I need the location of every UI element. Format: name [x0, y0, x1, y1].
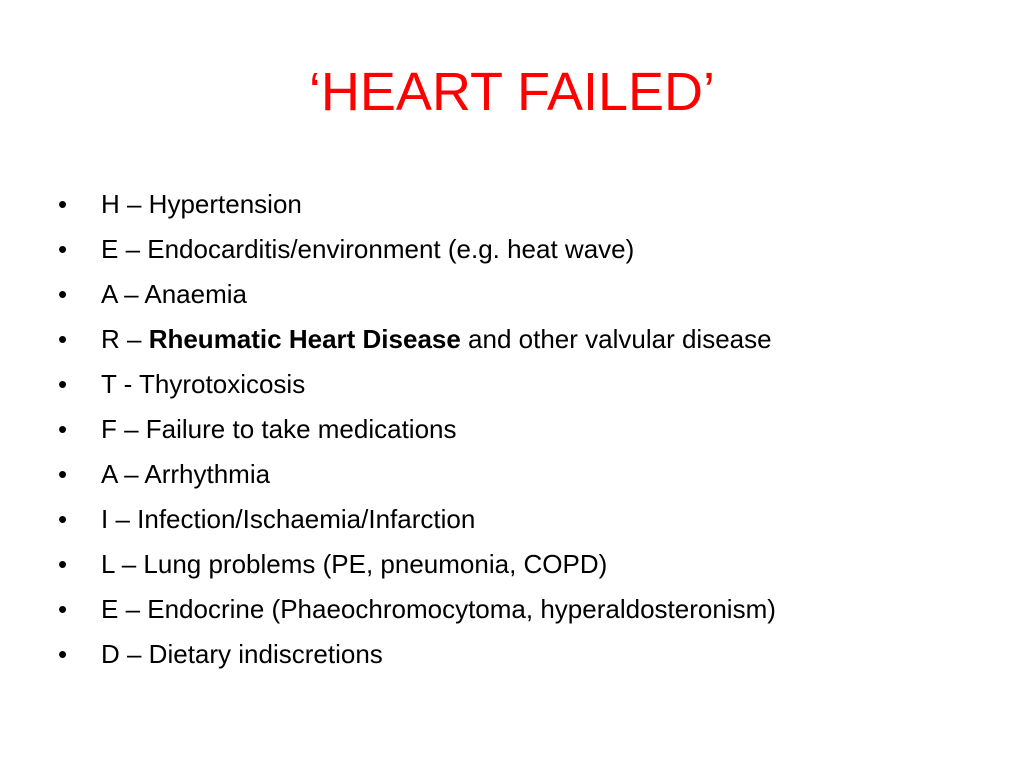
item-text-prefix: R – — [101, 324, 149, 354]
item-text: T - Thyrotoxicosis — [101, 369, 306, 399]
list-item-endocarditis — [58, 227, 776, 272]
item-text: F – Failure to take medications — [101, 414, 457, 444]
list-item-dietary — [58, 632, 776, 677]
list-item-hypertension — [58, 182, 776, 227]
bullet-icon: • — [58, 549, 68, 579]
bullet-icon: • — [58, 324, 68, 354]
bullet-icon: • — [58, 369, 68, 399]
slide-title: ‘HEART FAILED’ — [308, 62, 716, 122]
item-text: L – Lung problems (PE, pneumonia, COPD) — [101, 549, 608, 579]
item-text-emphasis: Rheumatic Heart Disease — [148, 324, 461, 354]
item-text: E – Endocrine (Phaeochromocytoma, hyperaldosteronism) — [101, 594, 776, 624]
list-item-anaemia — [58, 272, 776, 317]
list-item-failure-medications — [58, 407, 776, 452]
bullet-icon: • — [58, 594, 68, 624]
item-text: A – Arrhythmia — [101, 459, 271, 489]
bullet-icon: • — [58, 189, 68, 219]
item-text: D – Dietary indiscretions — [101, 639, 383, 669]
item-text: A – Anaemia — [101, 279, 247, 309]
item-text: I – Infection/Ischaemia/Infarction — [101, 504, 476, 534]
bullet-list — [58, 182, 776, 677]
list-item-thyrotoxicosis — [58, 362, 776, 407]
list-item-lung-problems — [58, 542, 776, 587]
bullet-icon: • — [58, 234, 68, 264]
item-text: E – Endocarditis/environment (e.g. heat wave) — [101, 234, 635, 264]
list-item-arrhythmia — [58, 452, 776, 497]
bullet-icon: • — [58, 504, 68, 534]
item-text-suffix: and other valvular disease — [460, 324, 772, 354]
bullet-icon: • — [58, 414, 68, 444]
list-item-rheumatic — [58, 317, 776, 362]
bullet-icon: • — [58, 639, 68, 669]
bullet-icon: • — [58, 279, 68, 309]
list-item-infection — [58, 497, 776, 542]
item-text: H – Hypertension — [101, 189, 302, 219]
bullet-icon: • — [58, 459, 68, 489]
list-item-endocrine — [58, 587, 776, 632]
